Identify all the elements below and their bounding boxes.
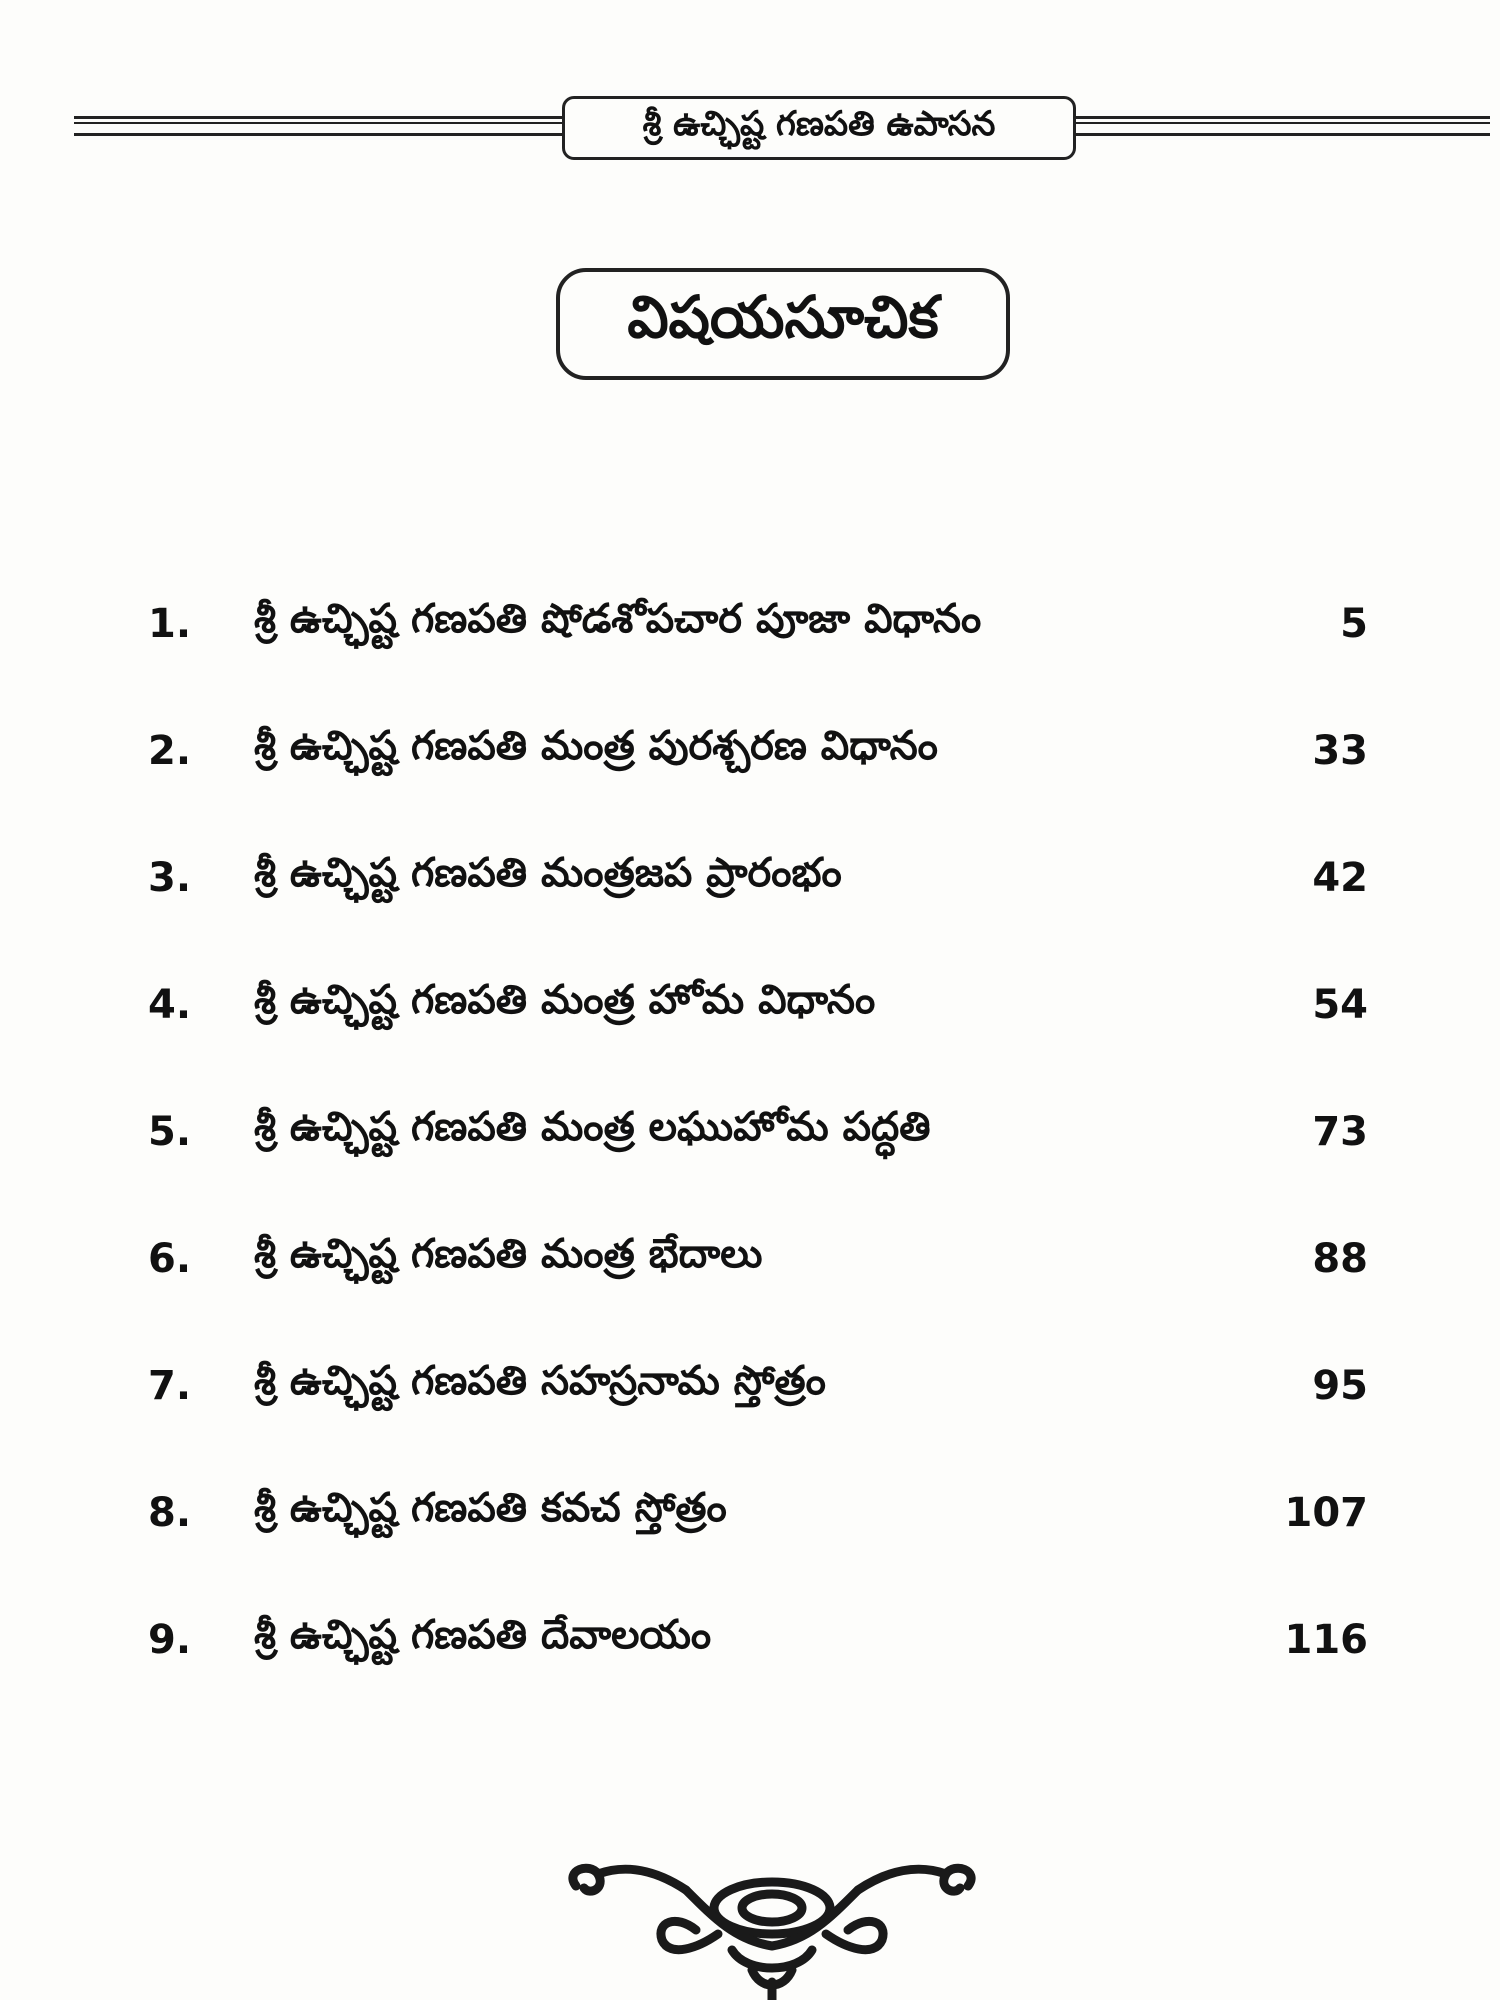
toc-entry-1 (148, 560, 1368, 687)
toc-entry-number: 4. (148, 981, 192, 1028)
toc-entry-2 (148, 687, 1368, 814)
toc-entry-4 (148, 941, 1368, 1068)
toc-entry-title: శ్రీ ఉచ్ఛిష్ట గణపతి మంత్ర హోమ విధానం (254, 976, 876, 1023)
running-title: శ్రీ ఉచ్ఛిష్ట గణపతి ఉపాసన (562, 96, 1076, 160)
toc-entry-page: 54 (1312, 981, 1368, 1028)
toc-entry-number: 2. (148, 727, 192, 774)
toc-entry-page: 73 (1312, 1108, 1368, 1155)
toc-entry-number: 5. (148, 1108, 192, 1155)
toc-entry-5 (148, 1068, 1368, 1195)
toc-entry-page: 95 (1312, 1362, 1368, 1409)
toc-entry-3 (148, 814, 1368, 941)
running-header (74, 96, 1490, 160)
header-rule-left (74, 116, 562, 136)
toc-entry-page: 5 (1340, 600, 1368, 647)
toc-entry-number: 6. (148, 1235, 192, 1282)
toc-entry-page: 116 (1284, 1616, 1368, 1663)
toc-entry-7 (148, 1322, 1368, 1449)
toc-entry-number: 1. (148, 600, 192, 647)
toc-entry-title: శ్రీ ఉచ్ఛిష్ట గణపతి మంత్ర లఘుహోమ పద్ధతి (254, 1103, 931, 1150)
toc-entry-title: శ్రీ ఉచ్ఛిష్ట గణపతి దేవాలయం (254, 1611, 712, 1658)
toc-entry-title: శ్రీ ఉచ్ఛిష్ట గణపతి మంత్రజప ప్రారంభం (254, 849, 842, 896)
toc-entry-title: శ్రీ ఉచ్ఛిష్ట గణపతి సహస్రనామ స్తోత్రం (254, 1357, 826, 1404)
toc-entry-page: 88 (1312, 1235, 1368, 1282)
toc-entry-6 (148, 1195, 1368, 1322)
toc-entry-title: శ్రీ ఉచ్ఛిష్ట గణపతి కవచ స్తోత్రం (254, 1484, 727, 1531)
toc-entry-8 (148, 1449, 1368, 1576)
toc-entry-page: 33 (1312, 727, 1368, 774)
scroll-flourish-icon (546, 1850, 998, 2000)
toc-entry-title: శ్రీ ఉచ్ఛిష్ట గణపతి మంత్ర పురశ్చరణ విధానం (254, 722, 938, 769)
toc-entry-9 (148, 1576, 1368, 1703)
toc-entry-number: 8. (148, 1489, 192, 1536)
toc-entry-title: శ్రీ ఉచ్ఛిష్ట గణపతి మంత్ర భేదాలు (254, 1230, 763, 1277)
toc-entry-number: 3. (148, 854, 192, 901)
toc-entry-number: 7. (148, 1362, 192, 1409)
contents-title: విషయసూచిక (556, 268, 1010, 380)
toc-entry-number: 9. (148, 1616, 192, 1663)
table-of-contents (148, 560, 1368, 1703)
toc-entry-title: శ్రీ ఉచ్ఛిష్ట గణపతి షోడశోపచార పూజా విధానం (254, 595, 982, 642)
toc-entry-page: 107 (1284, 1489, 1368, 1536)
toc-entry-page: 42 (1312, 854, 1368, 901)
header-rule-right (1076, 116, 1490, 136)
